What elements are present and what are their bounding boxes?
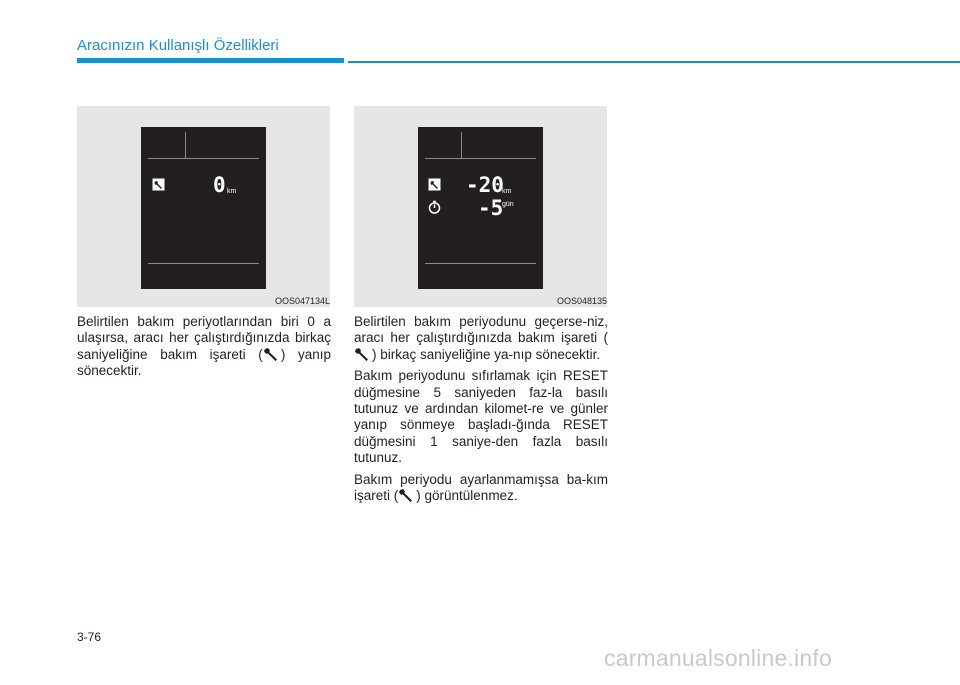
paragraph: Belirtilen bakım periyotlarından biri 0 a ulaşırsa, aracı her çalıştırdığınızda birkaç saniyeliğine bakım işareti ( ) yanıp sönecektir. bbox=[77, 314, 331, 379]
cluster-display bbox=[141, 127, 266, 289]
display-top-line bbox=[148, 158, 259, 159]
distance-value: 0 bbox=[213, 173, 226, 197]
page-number: 3-76 bbox=[77, 630, 102, 644]
figure-label: OOS048135 bbox=[556, 296, 607, 306]
display-bottom-line bbox=[425, 263, 536, 264]
header-rule-thick bbox=[77, 58, 344, 63]
stopwatch-icon bbox=[428, 200, 441, 214]
paragraph: Belirtilen bakım periyodunu geçerse-niz, aracı her çalıştırdığınızda bakım işareti () birkaç saniyeliğine ya-nıp sönecektir. bbox=[354, 314, 608, 362]
watermark: carmanualsonline.info bbox=[604, 645, 832, 671]
figure-label: OOS047134L bbox=[274, 296, 330, 306]
distance-value: -20 bbox=[466, 173, 504, 197]
display-top-line bbox=[425, 158, 536, 159]
cluster-display bbox=[418, 127, 543, 289]
text-column-right bbox=[354, 314, 608, 509]
wrench-icon bbox=[398, 488, 416, 502]
days-unit: gün bbox=[502, 201, 514, 208]
display-bottom-line bbox=[148, 263, 259, 264]
wrench-icon bbox=[354, 347, 372, 361]
wrench-icon bbox=[152, 178, 165, 191]
figure-maintenance-overdue bbox=[354, 106, 607, 307]
display-divider bbox=[185, 132, 186, 158]
paragraph: Bakım periyodu ayarlanmamışsa ba-kım işareti ( ) görüntülenmez. bbox=[354, 471, 608, 504]
display-divider bbox=[461, 132, 462, 158]
days-value: -5 bbox=[478, 196, 504, 220]
wrench-icon bbox=[263, 347, 281, 361]
distance-unit: km bbox=[227, 188, 237, 195]
distance-unit: km bbox=[502, 188, 512, 195]
figure-maintenance-zero bbox=[77, 106, 330, 307]
paragraph: Bakım periyodunu sıfırlamak için RESET düğmesine 5 saniyeden faz-la basılı tutunuz ve ardından kilomet-re ve günler yanıp sönmeye başladı-ğında RESET düğmesini 1 saniye-den fazla basılı tutunuz. bbox=[354, 368, 608, 466]
text-column-left bbox=[77, 314, 331, 385]
wrench-icon bbox=[428, 178, 441, 191]
header-rule-thin bbox=[348, 61, 960, 63]
section-title: Aracınızın Kullanışlı Özellikleri bbox=[77, 37, 279, 54]
